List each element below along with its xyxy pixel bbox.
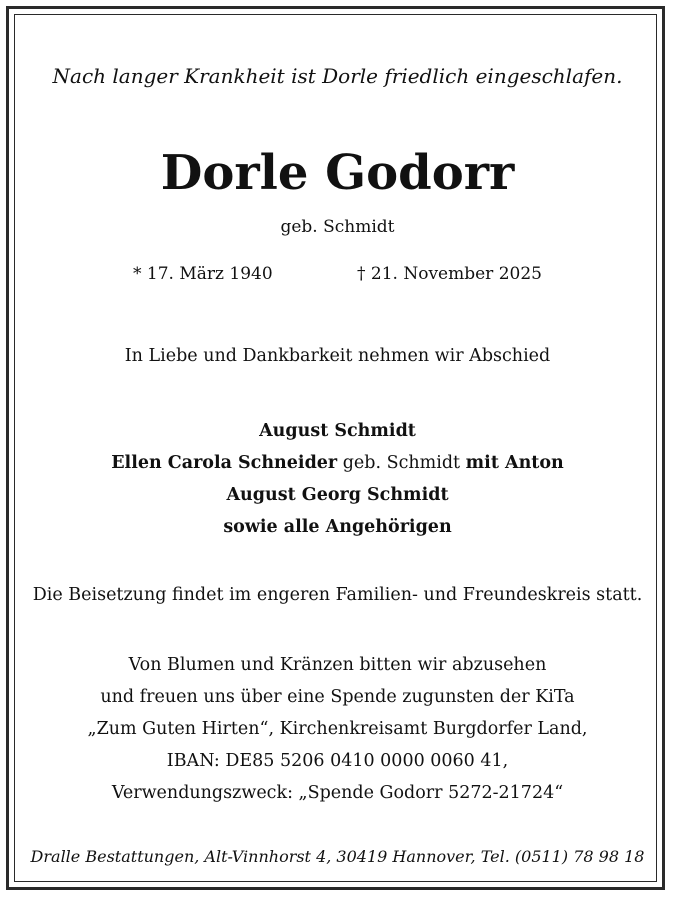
signatory-4: sowie alle Angehörigen <box>223 517 452 537</box>
farewell-text: In Liebe und Dankbarkeit nehmen wir Abschied <box>124 346 551 366</box>
donation-line-3: „Zum Guten Hirten“, Kirchenkreisamt Burgdorfer Land, <box>87 719 588 739</box>
signatory-2-name: Ellen Carola Schneider <box>111 453 338 473</box>
signatory-1: August Schmidt <box>259 421 416 441</box>
maiden-name: geb. Schmidt <box>280 217 395 237</box>
birth-date: * 17. März 1940 <box>133 264 273 284</box>
burial-text: Die Beisetzung findet im engeren Familien- und Freundeskreis statt. <box>32 585 643 605</box>
signatory-2-nee: geb. Schmidt <box>337 453 466 473</box>
funeral-home-footer: Dralle Bestattungen, Alt-Vinnhorst 4, 30419 Hannover, Tel. (0511) 78 98 18 <box>30 847 645 866</box>
donation-iban: IBAN: DE85 5206 0410 0000 0060 41, <box>166 751 509 771</box>
signatory-2 <box>0 451 675 475</box>
signatory-3: August Georg Schmidt <box>226 485 449 505</box>
donation-reference: Verwendungszweck: „Spende Godorr 5272-21724“ <box>111 783 564 803</box>
donation-line-1: Von Blumen und Kränzen bitten wir abzusehen <box>128 655 547 675</box>
donation-line-2: und freuen uns über eine Spende zugunsten der KiTa <box>100 687 575 707</box>
signatory-2-with: mit Anton <box>465 453 564 473</box>
deceased-name: Dorle Godorr <box>160 145 515 201</box>
intro-text: Nach langer Krankheit ist Dorle friedlich eingeschlafen. <box>52 64 623 88</box>
death-date: † 21. November 2025 <box>357 264 542 284</box>
